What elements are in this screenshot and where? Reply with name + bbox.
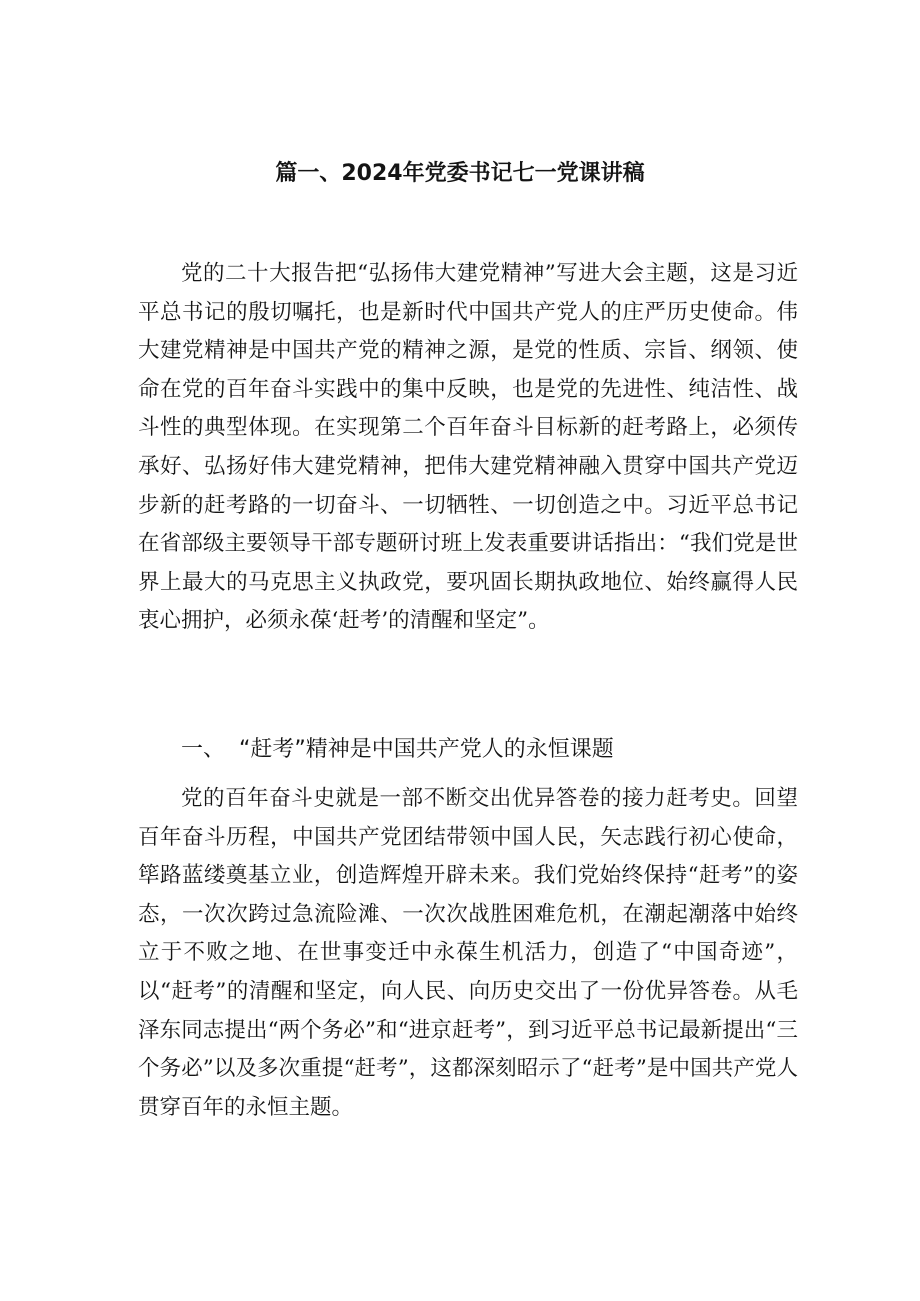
section-title: “赶考”精神是中国共产党人的永恒课题 [239, 737, 614, 762]
paragraph-intro: 党的二十大报告把“弘扬伟大建党精神”写进大会主题，这是习近平总书记的殷切嘱托，也是新时代中国共产党人的庄严历史使命。伟大建党精神是中国共产党的精神之源，是党的性质、宗旨、纲领、使命在党的百年奋斗实践中的集中反映，也是党的先进性、纯洁性、战斗性的典型体现。在实现第二个百年奋斗目标新的赶考路上，必须传承好、弘扬好伟大建党精神，把伟大建党精神融入贯穿中国共产党迈步新的赶考路的一切奋斗、一切牺牲、一切创造之中。习近平总书记在省部级主要领导干部专题研讨班上发表重要讲话指出：“我们党是世界上最大的马克思主义执政党，要巩固长期执政地位、始终赢得人民衷心拥护，必须永葆‘赶考’的清醒和坚定”。 [138, 261, 798, 634]
document-title: 篇一、2024年党委书记七一党课讲稿 [275, 161, 645, 186]
section-heading [181, 733, 614, 767]
paragraph-section-one: 党的百年奋斗史就是一部不断交出优异答卷的接力赶考史。回望百年奋斗历程，中国共产党团结带领中国人民，矢志践行初心使命，筚路蓝缕奠基立业，创造辉煌开辟未来。我们党始终保持“赶考”的姿态，一次次跨过急流险滩、一次次战胜困难危机，在潮起潮落中始终立于不败之地、在世事变迁中永葆生机活力，创造了“中国奇迹”，以“赶考”的清醒和坚定，向人民、向历史交出了一份优异答卷。从毛泽东同志提出“两个务必”和“进京赶考”，到习近平总书记最新提出“三个务必”以及多次重提“赶考”，这都深刻昭示了“赶考”是中国共产党人贯穿百年的永恒主题。 [138, 786, 798, 1120]
section-number: 一、 [181, 737, 226, 762]
